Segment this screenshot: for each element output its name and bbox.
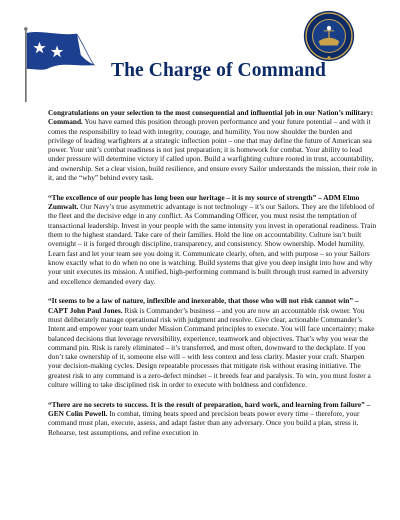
paragraph-text: You have earned this position through proven performance and your future potential – and with it comes the responsibility to lead with integrity, courage, and humility. You now shoulder the burden and privilege of leading warfighters at a strategic inflection point – one that may define the future of American sea power. Your unit’s combat readiness is not just preparation; it is homework for combat. Your ability to lead under pressure will determine victory if called upon. Build a warfighting culture rooted in trust, accountability, and ownership. Set a clear vision, build resilience, and ensure every Sailor understands the mission, their role in it, and the “why” behind every task. [48, 117, 377, 183]
paragraph-text: In combat, timing beats speed and precision beats power every time – therefore, your command must plan, execute, assess, and adapt faster than any adversary. Once you build a plan, stress it. Rehearse, test assumptions, and refine execution in [48, 409, 360, 437]
paragraph-congratulations [48, 108, 378, 182]
paragraph-lead: “There are no secrets to success. It is the result of preparation, hard work, and learning from failure” – GEN Colin Powell. [48, 399, 371, 419]
paragraph-jones [48, 296, 378, 389]
naval-seal-icon [303, 10, 355, 62]
navy-command-pennant-icon [20, 26, 98, 104]
paragraph-text: Our Navy’s true asymmetric advantage is not technology – it’s our Sailors. They are the lifeblood of the fleet and the decisive edge in any conflict. As Commanding Officer, you must resist the temptation of transactional leadership. Invest in your people with the same intensity you invest in operational readiness. Train them to the highest standard. Take care of their families. Hold the line on accountability. Culture isn’t built overnight – it is forged through discipline, transparency, and consistency. Show ownership. Model humility. Learn fast and let your team see you doing it. Communicate clearly, often, and with purpose – so your Sailors know exactly what to do when no one is watching. Build systems that give you deep insight into how and why your unit executes its mission. A unified, high-performing command is built through trust earned in adversity and excellence demanded every day. [48, 202, 377, 286]
paragraph-powell [48, 400, 378, 437]
paragraph-lead: Congratulations on your selection to the most consequential and influential job in our Nation’s military: Command. [48, 108, 374, 127]
paragraph-lead: “The excellence of our people has long been our heritage – it is my source of strength” – ADM Elmo Zumwalt. [48, 192, 360, 212]
paragraph-zumwalt [48, 193, 378, 286]
letter-body [48, 108, 378, 448]
paragraph-lead: “It seems to be a law of nature, inflexible and inexorable, that those who will not risk cannot win” – CAPT John Paul Jones. [48, 296, 359, 315]
paragraph-text: Risk is Commander’s business – and you are now an accountable risk owner. You must deliberately manage operational risk with judgment and resolve. Give clear, actionable Commander’s Intent and empower your team under Mission Command principles to execute. You will face uncertainty; make balanced decisions that leverage reversibility, experience, teamwork and objectives. That’s why you wear the command pin. Risk is rarely eliminated – it’s transferred, and most often, downward to the deckplate. If you don’t take ownership of it, someone else will – with less context and less clarity. Master your craft. Sharpen your decision-making cycles. Design repeatable processes that mitigate risk without erasing initiative. The greatest risk to any command is a zero-defect mindset – it breeds fear and paralysis. To win, you must foster a culture willing to take disciplined risk in order to execute with boldness and confidence. [48, 305, 375, 390]
letterhead [0, 0, 400, 106]
page-title: The Charge of Command [111, 60, 326, 81]
